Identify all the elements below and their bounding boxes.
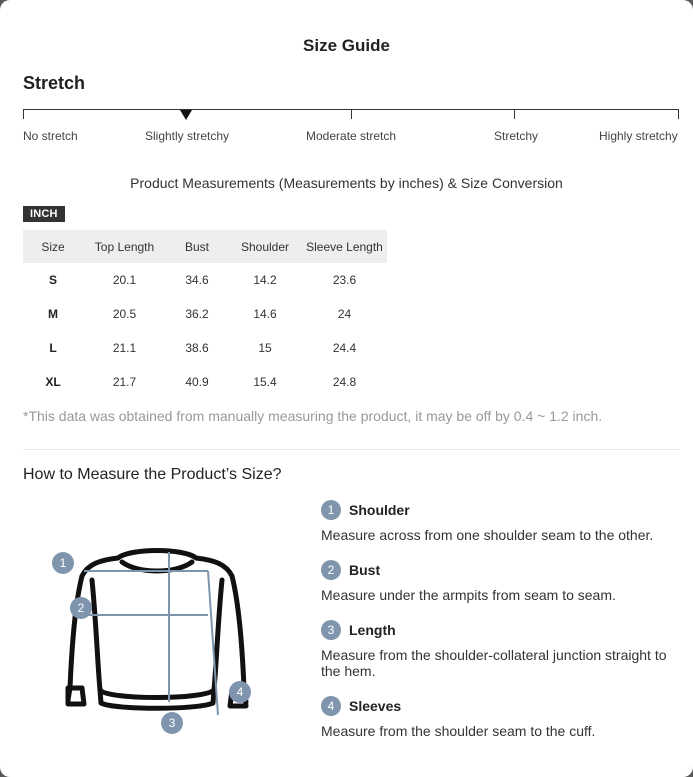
marker-2-icon (70, 597, 92, 619)
size-cell: S (48, 273, 57, 287)
size-table (23, 230, 387, 399)
step-number-badge: 3 (321, 620, 341, 640)
table-cell: 34.6 (185, 273, 209, 287)
stretch-tick (23, 109, 24, 119)
step-description: Measure from the shoulder-collateral junction straight to the hem. (321, 647, 667, 679)
column-header: Top Length (83, 230, 166, 263)
modal-title: Size Guide (303, 36, 390, 55)
table-cell: 38.6 (185, 341, 209, 355)
stretch-label-stretchy: Stretchy (494, 129, 539, 143)
sweater-illustration-icon (48, 540, 268, 740)
table-cell: 15.4 (253, 375, 277, 389)
stretch-label-none: No stretch (23, 129, 78, 143)
size-cell: XL (45, 375, 61, 389)
stretch-tick (678, 109, 679, 119)
size-cell: L (49, 341, 57, 355)
table-cell: 20.5 (112, 307, 137, 321)
how-to-measure-title: How to Measure the Product’s Size? (23, 466, 282, 483)
step-name: Sleeves (349, 698, 402, 714)
measure-step-sleeves (321, 696, 681, 739)
measure-step-shoulder (321, 500, 681, 543)
step-description: Measure across from one shoulder seam to the other. (321, 527, 654, 543)
table-cell: 24.8 (332, 375, 357, 389)
table-cell: 15 (258, 341, 272, 355)
table-cell: 24 (337, 307, 352, 321)
measure-step-bust (321, 560, 681, 603)
svg-text:3: 3 (168, 716, 176, 730)
step-name: Length (349, 622, 396, 638)
table-cell: 20.1 (112, 273, 137, 287)
table-cell: 24.4 (332, 341, 357, 355)
table-row (23, 263, 387, 297)
section-divider (23, 449, 679, 450)
table-cell: 14.2 (253, 273, 277, 287)
stretch-tick (351, 109, 352, 119)
column-header: Size (23, 230, 83, 263)
table-row (23, 365, 387, 399)
stretch-label-high: Highly stretchy (599, 129, 678, 143)
stretch-tick (514, 109, 515, 119)
marker-1-icon (52, 552, 74, 574)
step-number-badge: 4 (321, 696, 341, 716)
unit-tab-inch[interactable]: INCH (23, 206, 65, 222)
step-description: Measure under the armpits from seam to seam. (321, 587, 616, 603)
step-name: Shoulder (349, 502, 410, 518)
step-number-badge: 1 (321, 500, 341, 520)
svg-text:4: 4 (236, 685, 244, 699)
column-header: Bust (166, 230, 228, 263)
stretch-pointer-icon (180, 110, 192, 120)
stretch-heading: Stretch (23, 73, 86, 93)
table-row (23, 297, 387, 331)
column-header: Shoulder (228, 230, 302, 263)
stretch-label-slight: Slightly stretchy (145, 129, 230, 143)
table-cell: 21.7 (112, 375, 137, 389)
measurements-title: Product Measurements (Measurements by inches) & Size Conversion (130, 175, 563, 191)
step-description: Measure from the shoulder seam to the cuff. (321, 723, 596, 739)
svg-text:1: 1 (59, 556, 67, 570)
marker-3-icon (161, 712, 183, 734)
stretch-scale (23, 108, 679, 120)
table-cell: 21.1 (112, 341, 137, 355)
marker-4-icon (229, 681, 251, 703)
measurement-note: *This data was obtained from manually measuring the product, it may be off by 0.4 ~ 1.2 inch. (23, 408, 603, 424)
svg-text:2: 2 (77, 601, 85, 615)
table-header-row (23, 230, 387, 263)
table-cell: 40.9 (185, 375, 209, 389)
measure-step-length (321, 620, 681, 679)
table-row (23, 331, 387, 365)
table-cell: 23.6 (332, 273, 357, 287)
table-cell: 14.6 (253, 307, 277, 321)
column-header: Sleeve Length (302, 230, 387, 263)
stretch-label-moderate: Moderate stretch (306, 129, 397, 143)
step-name: Bust (349, 562, 381, 578)
step-number-badge: 2 (321, 560, 341, 580)
size-cell: M (48, 307, 58, 321)
table-cell: 36.2 (185, 307, 209, 321)
